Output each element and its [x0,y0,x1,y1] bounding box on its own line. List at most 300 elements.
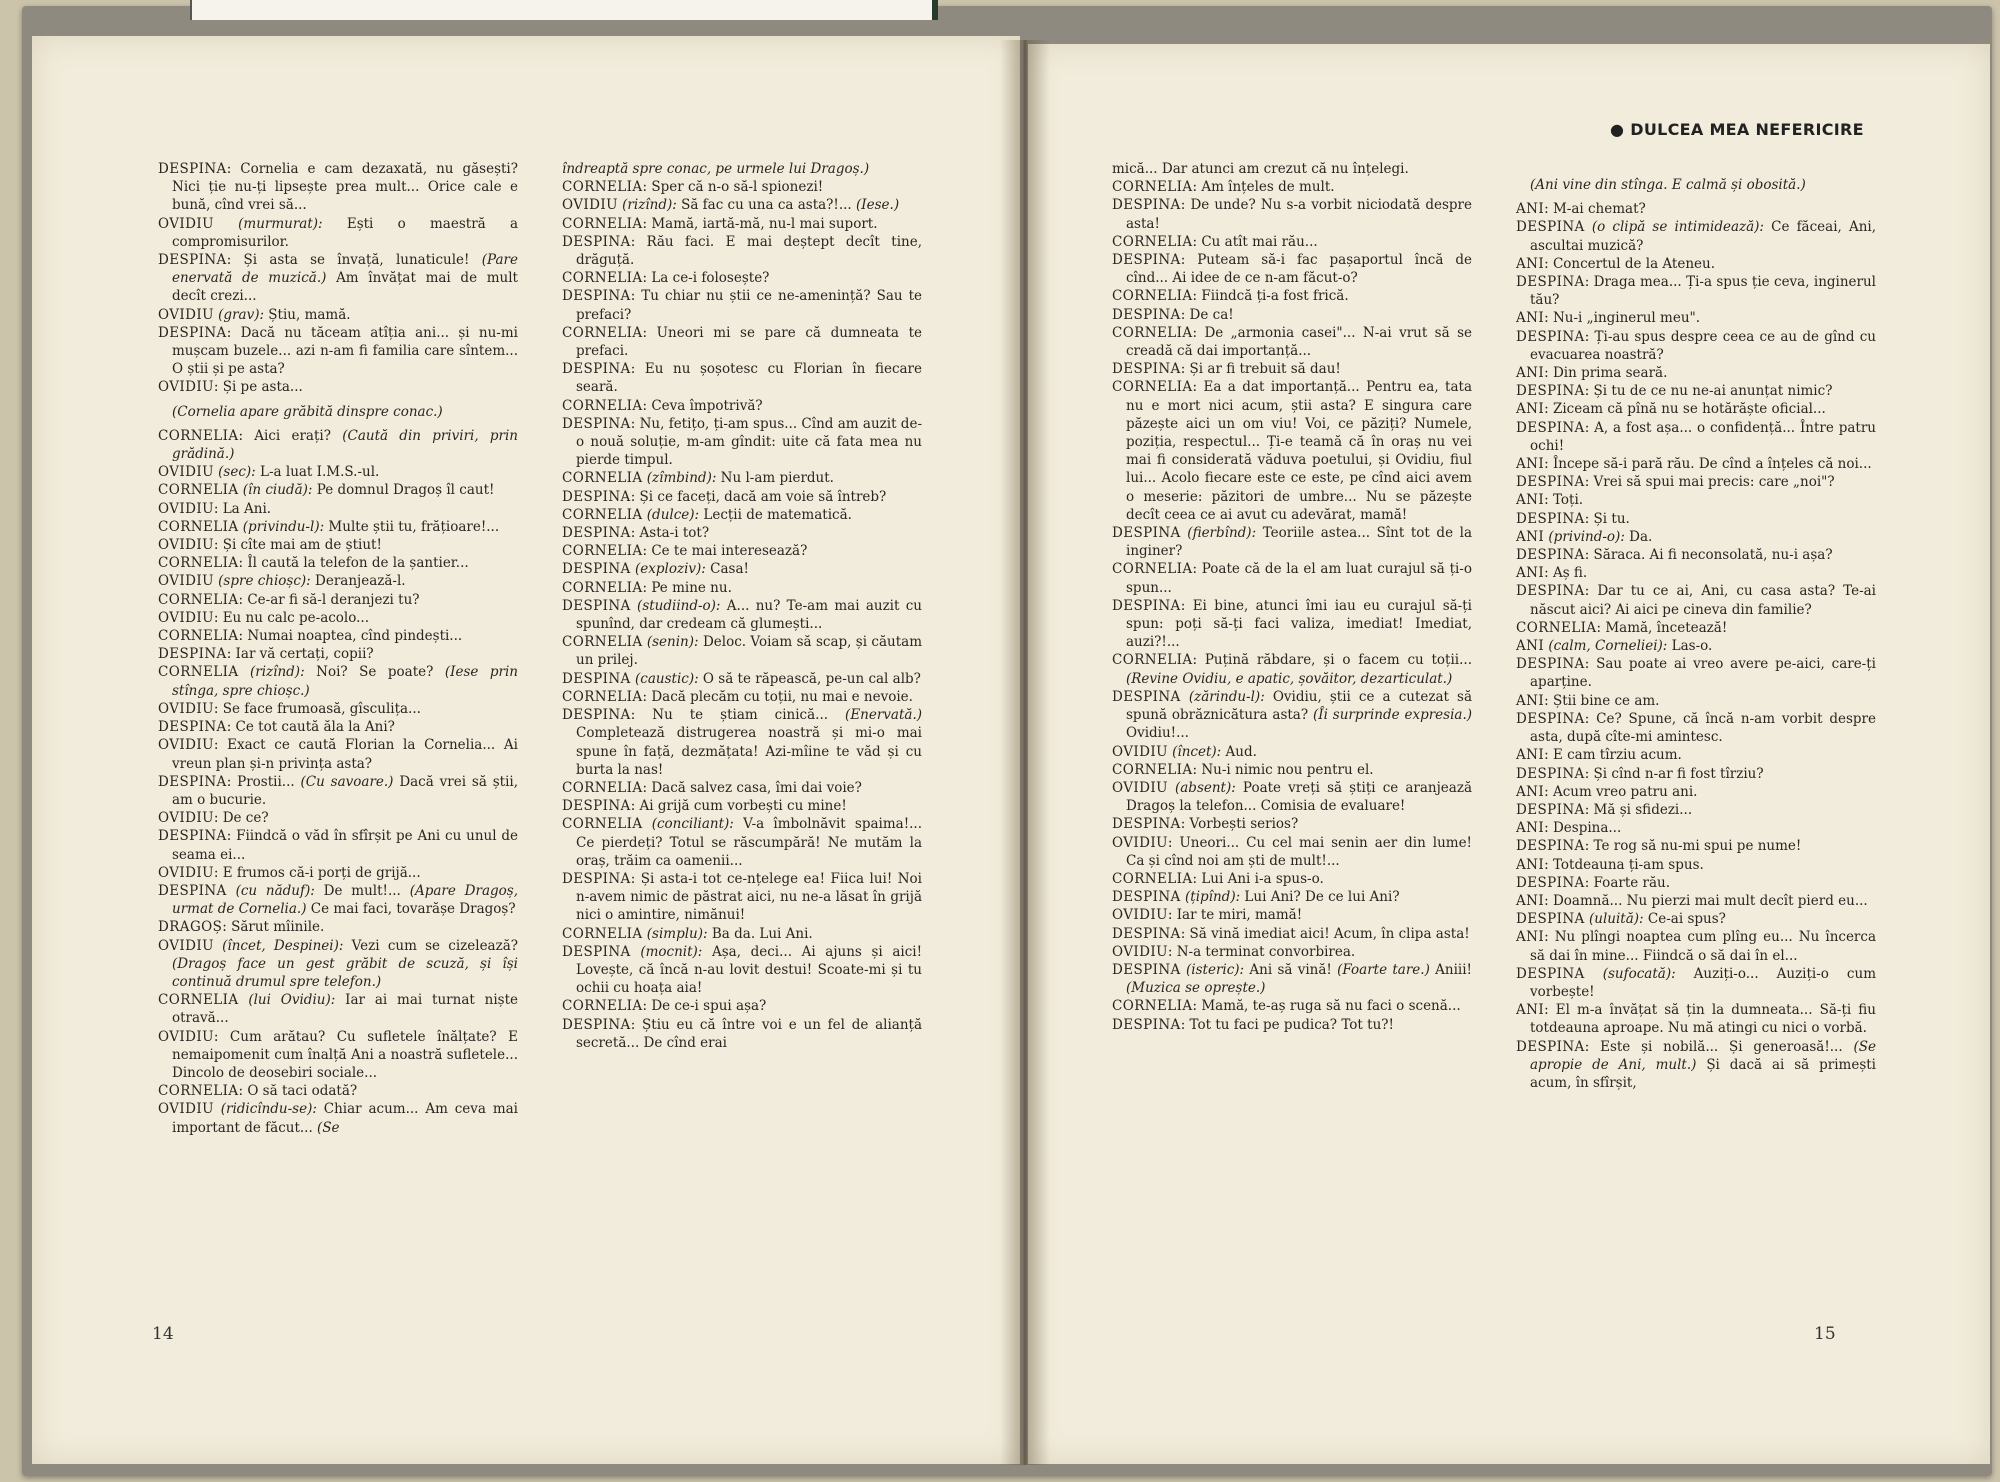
speaker-name: DESPINA [1112,525,1181,542]
dialogue-line [562,415,922,470]
speaker-name: DESPINA [1516,419,1585,436]
dialogue-line [1112,997,1472,1015]
dialogue-line [562,233,922,269]
dialogue-text: Chiar acum... Am ceva mai important de făcut... [172,1101,518,1136]
dialogue-text: : Exact ce caută Florian la Cornelia... Ai vreun plan și-n privința asta? [172,737,518,772]
dialogue-text: Casa! [705,561,749,578]
dialogue-line [1112,324,1472,360]
dialogue-line [1516,710,1876,746]
stage-direction: (spre chioșc): [218,573,311,590]
dialogue-line [1112,306,1472,324]
speaker-name: CORNELIA [1112,379,1193,396]
dialogue-text: Aniii! [1435,961,1472,978]
dialogue-text: : Începe să-i pară rău. De cînd a înțeles că noi... [1544,456,1872,473]
dialogue-line [562,324,922,360]
dialogue-line [1516,364,1876,382]
stage-direction: (dulce): [646,506,700,523]
dialogue-line [158,500,518,518]
dialogue-line [1516,765,1876,783]
book-gutter [1000,40,1050,1465]
dialogue-text: : Poate că de la el am luat curajul să ți-o spun... [1126,561,1472,596]
dialogue-line [562,360,922,396]
speaker-name: DESPINA [1112,688,1181,705]
speaker-name: ANI [1516,310,1545,327]
dialogue-line [1516,491,1876,509]
stage-direction: (Ani vine din stînga. E calmă și obosită.) [1530,177,1806,193]
stage-direction: (isteric): [1186,961,1245,978]
dialogue-line [158,609,518,627]
stage-direction: (calm, Corneliei): [1548,638,1668,655]
speaker-name: CORNELIA [1112,561,1193,578]
speaker-name: ANI [1516,692,1545,709]
speaker-name: ANI [1516,492,1545,509]
speaker-name: CORNELIA [562,470,643,487]
dialogue-text: : Doamnă... Nu pierzi mai mult decît pierd eu... [1544,892,1868,909]
dialogue-line [158,736,518,772]
dialogue-line [158,700,518,718]
speaker-name: OVIDIU [158,306,214,323]
dialogue-line [1516,382,1876,400]
dialogue-text: : Și cînd n-ar fi fost tîrziu? [1584,765,1764,782]
dialogue-line [1516,856,1876,874]
dialogue-text: : Asta-i tot? [630,525,710,542]
dialogue-text: : Pe mine nu. [642,579,732,596]
dialogue-text: Dacă vrei să știi, am o bucurie. [172,773,518,808]
speaker-name: CORNELIA [1112,324,1193,341]
speaker-name: DESPINA [562,597,631,614]
speaker-name: CORNELIA [562,215,643,232]
dialogue-text: : Concertul de la Ateneu. [1544,255,1716,272]
stage-direction: (rizînd): [622,197,677,214]
dialogue-text: : Dacă salvez casa, îmi dai voie? [642,779,862,796]
stage-direction: îndreaptă spre conac, pe urmele lui Dragoș.) [562,161,870,177]
stage-direction: (exploziv): [635,561,706,578]
stage-direction: (sufocată): [1602,965,1676,982]
speaker-name: CORNELIA [562,543,643,560]
speaker-name: OVIDIU [158,810,214,827]
speaker-name: CORNELIA [562,925,643,942]
stage-direction: (cu năduf): [235,882,315,899]
speaker-name: ANI [1516,892,1545,909]
dialogue-text: : El m-a învățat să țin la dumneata... Să-ți fiu totdeauna aproape. Nu mă atingi cu nici o vorbă. [1530,1002,1876,1037]
dialogue-line [562,579,922,597]
dialogue-text: Ce-ai spus? [1643,911,1726,928]
dialogue-line [158,718,518,736]
speaker-name: OVIDIU [1112,779,1168,796]
dialogue-text: : Îl caută la telefon de la șantier... [238,555,469,572]
stage-direction: (uluită): [1589,911,1644,928]
stage-direction: (mocnit): [640,943,703,960]
dialogue-text: : Cornelia e cam dezaxată, nu găsești? Nici ție nu-ți lipsește prea mult... Orice cale e bună, cînd vrei să... [172,161,518,214]
running-header [1610,120,1870,139]
dialogue-text: : Dacă plecăm cu toții, nu mai e nevoie. [642,688,913,705]
speaker-name: DESPINA [1516,274,1585,291]
dialogue-text: : Fiindcă ți-a fost frică. [1192,288,1349,305]
dialogue-text: : Și tu. [1584,510,1630,527]
dialogue-line [562,925,922,943]
dialogue-text: : La Ani. [213,500,272,517]
speaker-name: DESPINA [1516,547,1585,564]
stage-direction: (ridicîndu-se): [220,1101,317,1118]
dialogue-text: Las-o. [1667,638,1713,655]
dialogue-text: : Ai grijă cum vorbești cu mine! [630,798,847,815]
dialogue-line [1516,892,1876,910]
dialogue-line [158,324,518,379]
dialogue-text: : Din prima seară. [1544,365,1668,382]
text-column-1 [158,160,518,1137]
dialogue-line [562,706,922,779]
dialogue-text: : Ți-au spus despre ceea ce au de gînd cu evacuarea noastră? [1530,328,1876,363]
dialogue-text: : Știu eu că între voi e un fel de alianță secretă... De cînd erai [576,1016,922,1051]
dialogue-text: Ce făceai, Ani, ascultai muzică? [1530,219,1877,254]
dialogue-text: : Nu-i „inginerul meu". [1544,310,1701,327]
speaker-name: DESPINA [1112,361,1181,378]
page-number-right: 15 [1814,1324,1836,1344]
dialogue-line [562,178,922,196]
dialogue-line [1516,874,1876,892]
stage-direction: (senin): [646,634,699,651]
dialogue-line [158,591,518,609]
dialogue-line [1516,400,1876,418]
dialogue-line [158,1028,518,1083]
dialogue-text: : Cu atît mai rău... [1192,233,1318,250]
stage-direction: (Enervată.) [845,707,923,724]
speaker-name: DESPINA [562,943,631,960]
dialogue-line [158,572,518,590]
dialogue-text: : Dar tu ce ai, Ani, cu casa asta? Te-ai născut aici? Ai aici pe cineva din familie? [1530,583,1876,618]
stage-direction: (încet): [1172,743,1222,760]
speaker-name: CORNELIA [158,992,239,1009]
text-column-4 [1516,170,1876,1092]
speaker-name: ANI [1516,856,1545,873]
speaker-name: DESPINA [1516,874,1585,891]
stage-direction: (Îi surprinde expresia.) [1312,707,1473,724]
dialogue-line [1516,1038,1876,1093]
stage-direction: (o clipă se intimidează): [1591,219,1764,236]
speaker-name: DESPINA [1516,219,1585,236]
dialogue-line [562,560,922,578]
stage-direction: (încet, Despinei): [222,937,344,954]
stage-direction: (Muzica se oprește.) [1126,980,1266,997]
dialogue-line [158,554,518,572]
speaker-name: CORNELIA [158,518,239,535]
dialogue-line [1516,783,1876,801]
dialogue-line [158,215,518,251]
speaker-name: DESPINA [562,233,631,250]
dialogue-line [158,882,518,918]
dialogue-line [1516,1001,1876,1037]
speaker-name: CORNELIA [562,634,643,651]
speaker-name: DESPINA [1516,656,1585,673]
dialogue-text: : Ce tot caută ăla la Ani? [226,719,395,736]
dialogue-line [562,688,922,706]
dialogue-line [158,463,518,481]
speaker-name: OVIDIU [158,1101,214,1118]
speaker-name: CORNELIA [158,591,239,608]
stage-direction: (simplu): [646,925,708,942]
dialogue-line [1516,619,1876,637]
dialogue-text: : Acum vreo patru ani. [1544,783,1698,800]
speaker-name: OVIDIU [158,937,214,954]
speaker-name: DESPINA [1112,197,1181,214]
dialogue-line [158,773,518,809]
dialogue-text: : Sau poate ai vreo avere pe-aici, care-ți aparține. [1530,656,1876,691]
dialogue-line [1112,360,1472,378]
dialogue-text: : De ca! [1180,306,1234,323]
dialogue-text: : Ceva împotrivă? [642,397,763,414]
dialogue-line [158,1082,518,1100]
dialogue-line [1516,637,1876,655]
dialogue-line [562,633,922,669]
speaker-name: DESPINA [1112,925,1181,942]
dialogue-text: Teoriile astea... Sînt tot de la inginer? [1126,525,1472,560]
dialogue-text: : Să vină imediat aici! Acum, în clipa asta! [1180,925,1470,942]
dialogue-text: : Uneori mi se pare că dumneata te prefaci. [576,324,922,360]
dialogue-text: : Cum arătau? Cu sufletele înălțate? E nemaipomenit cum înalță Ani a noastră sufletele... Dincolo de deosebiri sociale... [172,1028,518,1081]
dialogue-line [1516,819,1876,837]
dialogue-line [1112,1016,1472,1034]
speaker-name: DESPINA [1112,889,1181,906]
speaker-name: DESPINA [1516,911,1585,928]
speaker-name: DESPINA [158,828,227,845]
dialogue-line [562,542,922,560]
dialogue-line [562,797,922,815]
speaker-name: DESPINA [1516,801,1585,818]
speaker-name: DESPINA [562,525,631,542]
speaker-name: CORNELIA [158,555,239,572]
dialogue-line [1516,546,1876,564]
dialogue-text: : Ce te mai interesează? [642,543,808,560]
speaker-name: ANI [1516,565,1545,582]
dialogue-line [158,427,518,463]
dialogue-text: Da. [1624,528,1653,545]
stage-direction: (Pare enervată de muzică.) [172,252,518,287]
speaker-name: DESPINA [1516,328,1585,345]
dialogue-line [158,536,518,554]
dialogue-line [562,997,922,1015]
speaker-name: DESPINA [1112,252,1181,269]
speaker-name: OVIDIU [158,609,214,626]
speaker-name: DESPINA [562,707,631,724]
speaker-name: DESPINA [1516,383,1585,400]
dialogue-line [1112,779,1472,815]
dialogue-line [1516,328,1876,364]
dialogue-text: : Lui Ani i-a spus-o. [1192,870,1324,887]
dialogue-line [1516,655,1876,691]
speaker-name: DESPINA [562,798,631,815]
stage-direction: (fierbînd): [1187,525,1257,542]
dialogue-line [1516,837,1876,855]
dialogue-text: : Iar vă certați, copii? [226,646,374,663]
speaker-name: DESPINA [158,252,227,269]
speaker-name: CORNELIA [158,664,239,681]
dialogue-line [158,518,518,536]
dialogue-text: Lui Ani? De ce lui Ani? [1240,889,1400,906]
speaker-name: CORNELIA [158,427,239,444]
dialogue-line [562,815,922,870]
dialogue-line [1516,255,1876,273]
text-column-3 [1112,160,1472,1034]
dialogue-line [1516,218,1876,254]
dialogue-text: : Ei bine, atunci îmi iau eu curajul să-ți spun: poți să-ți faci valiza, imediat! Imediat, auzi?!... [1126,597,1472,651]
dialogue-line [1516,309,1876,327]
stage-direction: (Apare Dragoș, urmat de Cornelia.) [172,882,518,918]
dialogue-text: : De unde? Nu s-a vorbit niciodată despre asta! [1126,197,1472,232]
dialogue-text: Lecții de matematică. [699,506,852,523]
dialogue-text: Știu, mamă. [264,306,351,323]
dialogue-text: : De „armonia casei"... N-ai vrut să se creadă că dai importanță... [1126,324,1472,360]
speaker-name: ANI [1516,365,1545,382]
page-number-left: 14 [152,1324,174,1344]
dialogue-text: : O să taci odată? [238,1083,358,1100]
dialogue-line [1112,688,1472,743]
stage-direction: (zîmbind): [646,470,717,487]
dialogue-line [158,306,518,324]
dialogue-text: V-a îmbolnăvit spaima!... Ce pierdeți? Totul se răscumpără! Ne mutăm la oraș, trăim ca oamenii... [576,816,922,869]
paper-tab [190,0,938,20]
speaker-name: CORNELIA [562,998,643,1015]
dialogue-line [1516,801,1876,819]
dialogue-text: : Săraca. Ai fi neconsolată, nu-i așa? [1584,547,1833,564]
dialogue-text: Ani să vină! [1244,961,1332,978]
dialogue-line [1112,961,1472,997]
dialogue-text: : Și asta se învață, lunaticule! [226,252,470,269]
dialogue-text: De mult!... [314,882,401,899]
speaker-name: DESPINA [562,561,631,578]
dialogue-line [562,506,922,524]
dialogue-line [562,287,922,323]
dialogue-line [1112,906,1472,924]
bullet-icon: ● [1610,120,1625,139]
dialogue-text: Auziți-o... Auziți-o cum vorbește! [1530,965,1876,1000]
dialogue-line [562,397,922,415]
speaker-name: OVIDIU [1112,943,1168,960]
speaker-name: DESPINA [562,870,631,887]
dialogue-text: Deranjează-l. [310,573,406,590]
dialogue-line [1112,925,1472,943]
dialogue-text: Aud. [1221,743,1257,760]
dialogue-line: mică... Dar atunci am crezut că nu înțelegi. [1112,161,1409,177]
dialogue-line [1516,692,1876,710]
dialogue-text: : Și cîte mai am de știut! [213,537,382,554]
dialogue-line [1112,943,1472,961]
dialogue-line [1112,233,1472,251]
speaker-name: DESPINA [1112,961,1181,978]
speaker-name: OVIDIU [158,1028,214,1045]
stage-direction: (zărindu-l): [1188,688,1265,705]
dialogue-line [1516,419,1876,455]
dialogue-text: : Am înțeles de mult. [1192,179,1335,196]
dialogue-text: : Despina... [1544,820,1622,837]
speaker-name: CORNELIA [562,270,643,287]
dialogue-line [1112,743,1472,761]
dialogue-text: Noi? Se poate? [304,664,434,681]
dialogue-text: : Toți. [1544,492,1584,509]
dialogue-line [1112,287,1472,305]
dialogue-text: : Draga mea... Ți-a spus ție ceva, inginerul tău? [1530,274,1876,309]
dialogue-text: : Vorbești serios? [1180,816,1299,833]
speaker-name: ANI [1516,638,1545,655]
dialogue-text: : Nu-i nimic nou pentru el. [1192,761,1374,778]
dialogue-line [158,645,518,663]
dialogue-text: Nu l-am pierdut. [716,470,834,487]
dialogue-line [1112,196,1472,232]
speaker-name: CORNELIA [562,397,643,414]
speaker-name: DESPINA [562,1016,631,1033]
dialogue-line [158,864,518,882]
dialogue-text: Am învățat mai de mult decît crezi... [172,270,518,305]
dialogue-text: Și dacă ai să primești acum, în sfîrșit, [1530,1056,1876,1091]
dialogue-line [1112,834,1472,870]
dialogue-text: : Puteam să-i fac pașaportul încă de cînd... Ai idee de ce n-am făcut-o? [1126,252,1472,287]
dialogue-text: : Și ar fi trebuit să dau! [1180,361,1341,378]
speaker-name: OVIDIU [1112,743,1168,760]
speaker-name: CORNELIA [1112,652,1193,669]
dialogue-line [562,215,922,233]
stage-direction: (Dragoș face un gest grăbit de scuză, și își continuă drumul spre telefon.) [172,955,518,990]
speaker-name: CORNELIA [562,816,643,833]
dialogue-text: : Ea a dat importanță... Pentru ea, tata nu e mort nici acum, știi asta? E singura care păzește aici un om viu! Voi, ce păziți? Numele, poziția, respectul... Ți-e teamă că în oraș nu vei mai fi considerată văduva poetului, și Ovidiu, fiul lui... Acolo fiecare este ce este, pe cînd aici avem o meserie: păzitori de umbre... Nu se păzește decît ceea ce ai avut cu adevărat, mamă! [1126,379,1472,523]
dialogue-text: : Se face frumoasă, gîsculița... [213,700,421,717]
dialogue-line [562,524,922,542]
dialogue-line [1516,200,1876,218]
dialogue-text: : Și asta-i tot ce-nțelege ea! Fiica lui! Noi n-avem nimic de păstrat aici, nu ne-a lăsat în grijă nici o amintire, nimănui! [576,870,922,924]
dialogue-line [158,378,518,396]
dialogue-line [562,943,922,998]
dialogue-text: : Rău faci. E mai deștept decît tine, drăguță. [576,233,922,269]
speaker-name: DESPINA [1516,710,1585,727]
dialogue-line [562,469,922,487]
dialogue-text: : Te rog să nu-mi spui pe nume! [1584,838,1802,855]
stage-direction: (Se [317,1119,340,1136]
dialogue-text: : Aici erați? [238,427,331,444]
speaker-name: CORNELIA [1112,870,1193,887]
dialogue-line [1516,564,1876,582]
speaker-name: ANI [1516,201,1545,218]
speaker-name: DESPINA [562,488,631,505]
speaker-name: CORNELIA [562,579,643,596]
stage-direction: (privindu-l): [242,518,325,535]
stage-direction: (caustic): [635,670,699,687]
stage-direction: (absent): [1174,779,1236,796]
dialogue-line [158,991,518,1027]
dialogue-line [1112,870,1472,888]
dialogue-text: Vezi cum se cizelează? [343,937,519,954]
dialogue-text: : De ce-i spui așa? [642,998,767,1015]
stage-direction: (Revine Ovidiu, e apatic, șovăitor, dezarticulat.) [1126,670,1453,687]
dialogue-line [562,670,922,688]
dialogue-line [1112,560,1472,596]
dialogue-text: Ba da. Lui Ani. [707,925,813,942]
speaker-name: ANI [1516,456,1545,473]
dialogue-line [158,251,518,306]
stage-direction: (sec): [218,464,256,481]
speaker-name: DESPINA [1112,1016,1181,1033]
dialogue-line [562,269,922,287]
header-title: DULCEA MEA NEFERICIRE [1630,120,1864,139]
stage-direction: (grav): [218,306,265,323]
dialogue-text: : Și ce faceți, dacă am voie să întreb? [630,488,887,505]
dialogue-line [562,779,922,797]
dialogue-line [158,1100,518,1136]
dialogue-line [1112,178,1472,196]
dialogue-line [1516,910,1876,928]
speaker-name: DESPINA [1516,510,1585,527]
speaker-name: DESPINA [562,288,631,305]
speaker-name: ANI [1516,1002,1545,1019]
speaker-name: OVIDIU [562,197,618,214]
dialogue-text: : Iar te miri, mamă! [1167,907,1303,924]
